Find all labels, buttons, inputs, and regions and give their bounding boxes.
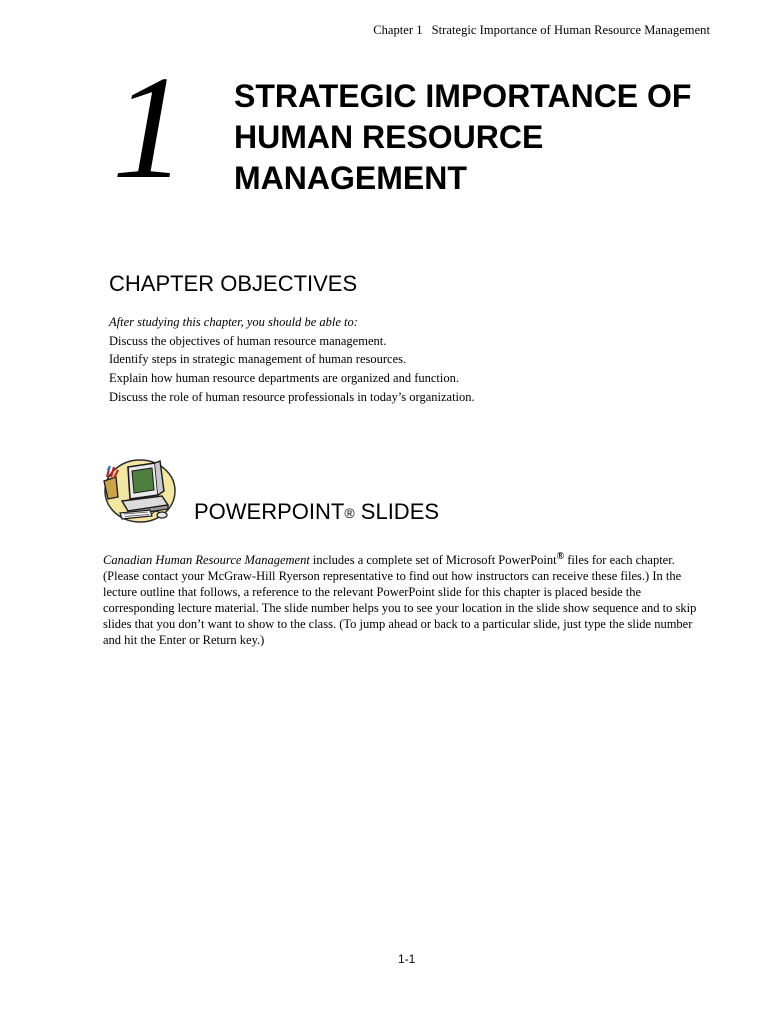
registered-mark: ®: [344, 505, 355, 521]
slides-heading-suffix: SLIDES: [354, 499, 440, 524]
page-number: 1-1: [398, 952, 416, 966]
slides-paragraph: [103, 549, 703, 648]
objective-item: Explain how human resource departments are organized and function.: [109, 371, 459, 386]
running-header-chapter: Chapter 1: [373, 23, 423, 37]
running-header-title: Strategic Importance of Human Resource Management: [431, 23, 710, 37]
objective-item: Identify steps in strategic management of human resources.: [109, 352, 407, 367]
objectives-heading: CHAPTER OBJECTIVES: [109, 271, 358, 296]
slides-paragraph-text-1: includes a complete set of Microsoft PowerPoint: [309, 553, 557, 567]
slides-paragraph-text-2: files for each chapter. (Please contact your McGraw-Hill Ryerson representative to find out how instructors can receive these files.) In the lecture outline that follows, a reference to the relevant PowerPoint slide for this chapter is placed beside the corresponding lecture material. The slide number helps you to see your location in the slide show sequence and to skip slides that you don’t want to show to the class. (To jump ahead or back to a particular slide, just type the slide number and hit the Enter or Return key.): [103, 553, 697, 647]
objectives-list: [109, 332, 709, 407]
objectives-block: [109, 313, 709, 407]
running-header: [373, 23, 710, 38]
objectives-intro: After studying this chapter, you should be able to:: [109, 315, 358, 329]
objective-item: Discuss the objectives of human resource management.: [109, 333, 387, 348]
chapter-title-line-1: STRATEGIC IMPORTANCE OF: [234, 78, 692, 114]
book-title: Canadian Human Resource Management: [103, 553, 310, 567]
registered-mark: ®: [556, 551, 565, 562]
chapter-title-line-3: MANAGEMENT: [234, 160, 467, 196]
slides-heading: [194, 499, 439, 525]
computer-clipart-icon: [100, 455, 176, 525]
chapter-title: [234, 76, 734, 199]
objective-item: Discuss the role of human resource professionals in today’s organization.: [109, 389, 475, 404]
chapter-title-line-2: HUMAN RESOURCE: [234, 119, 544, 155]
chapter-number: 1: [112, 46, 186, 210]
slides-heading-text: POWERPOINT: [194, 499, 345, 524]
